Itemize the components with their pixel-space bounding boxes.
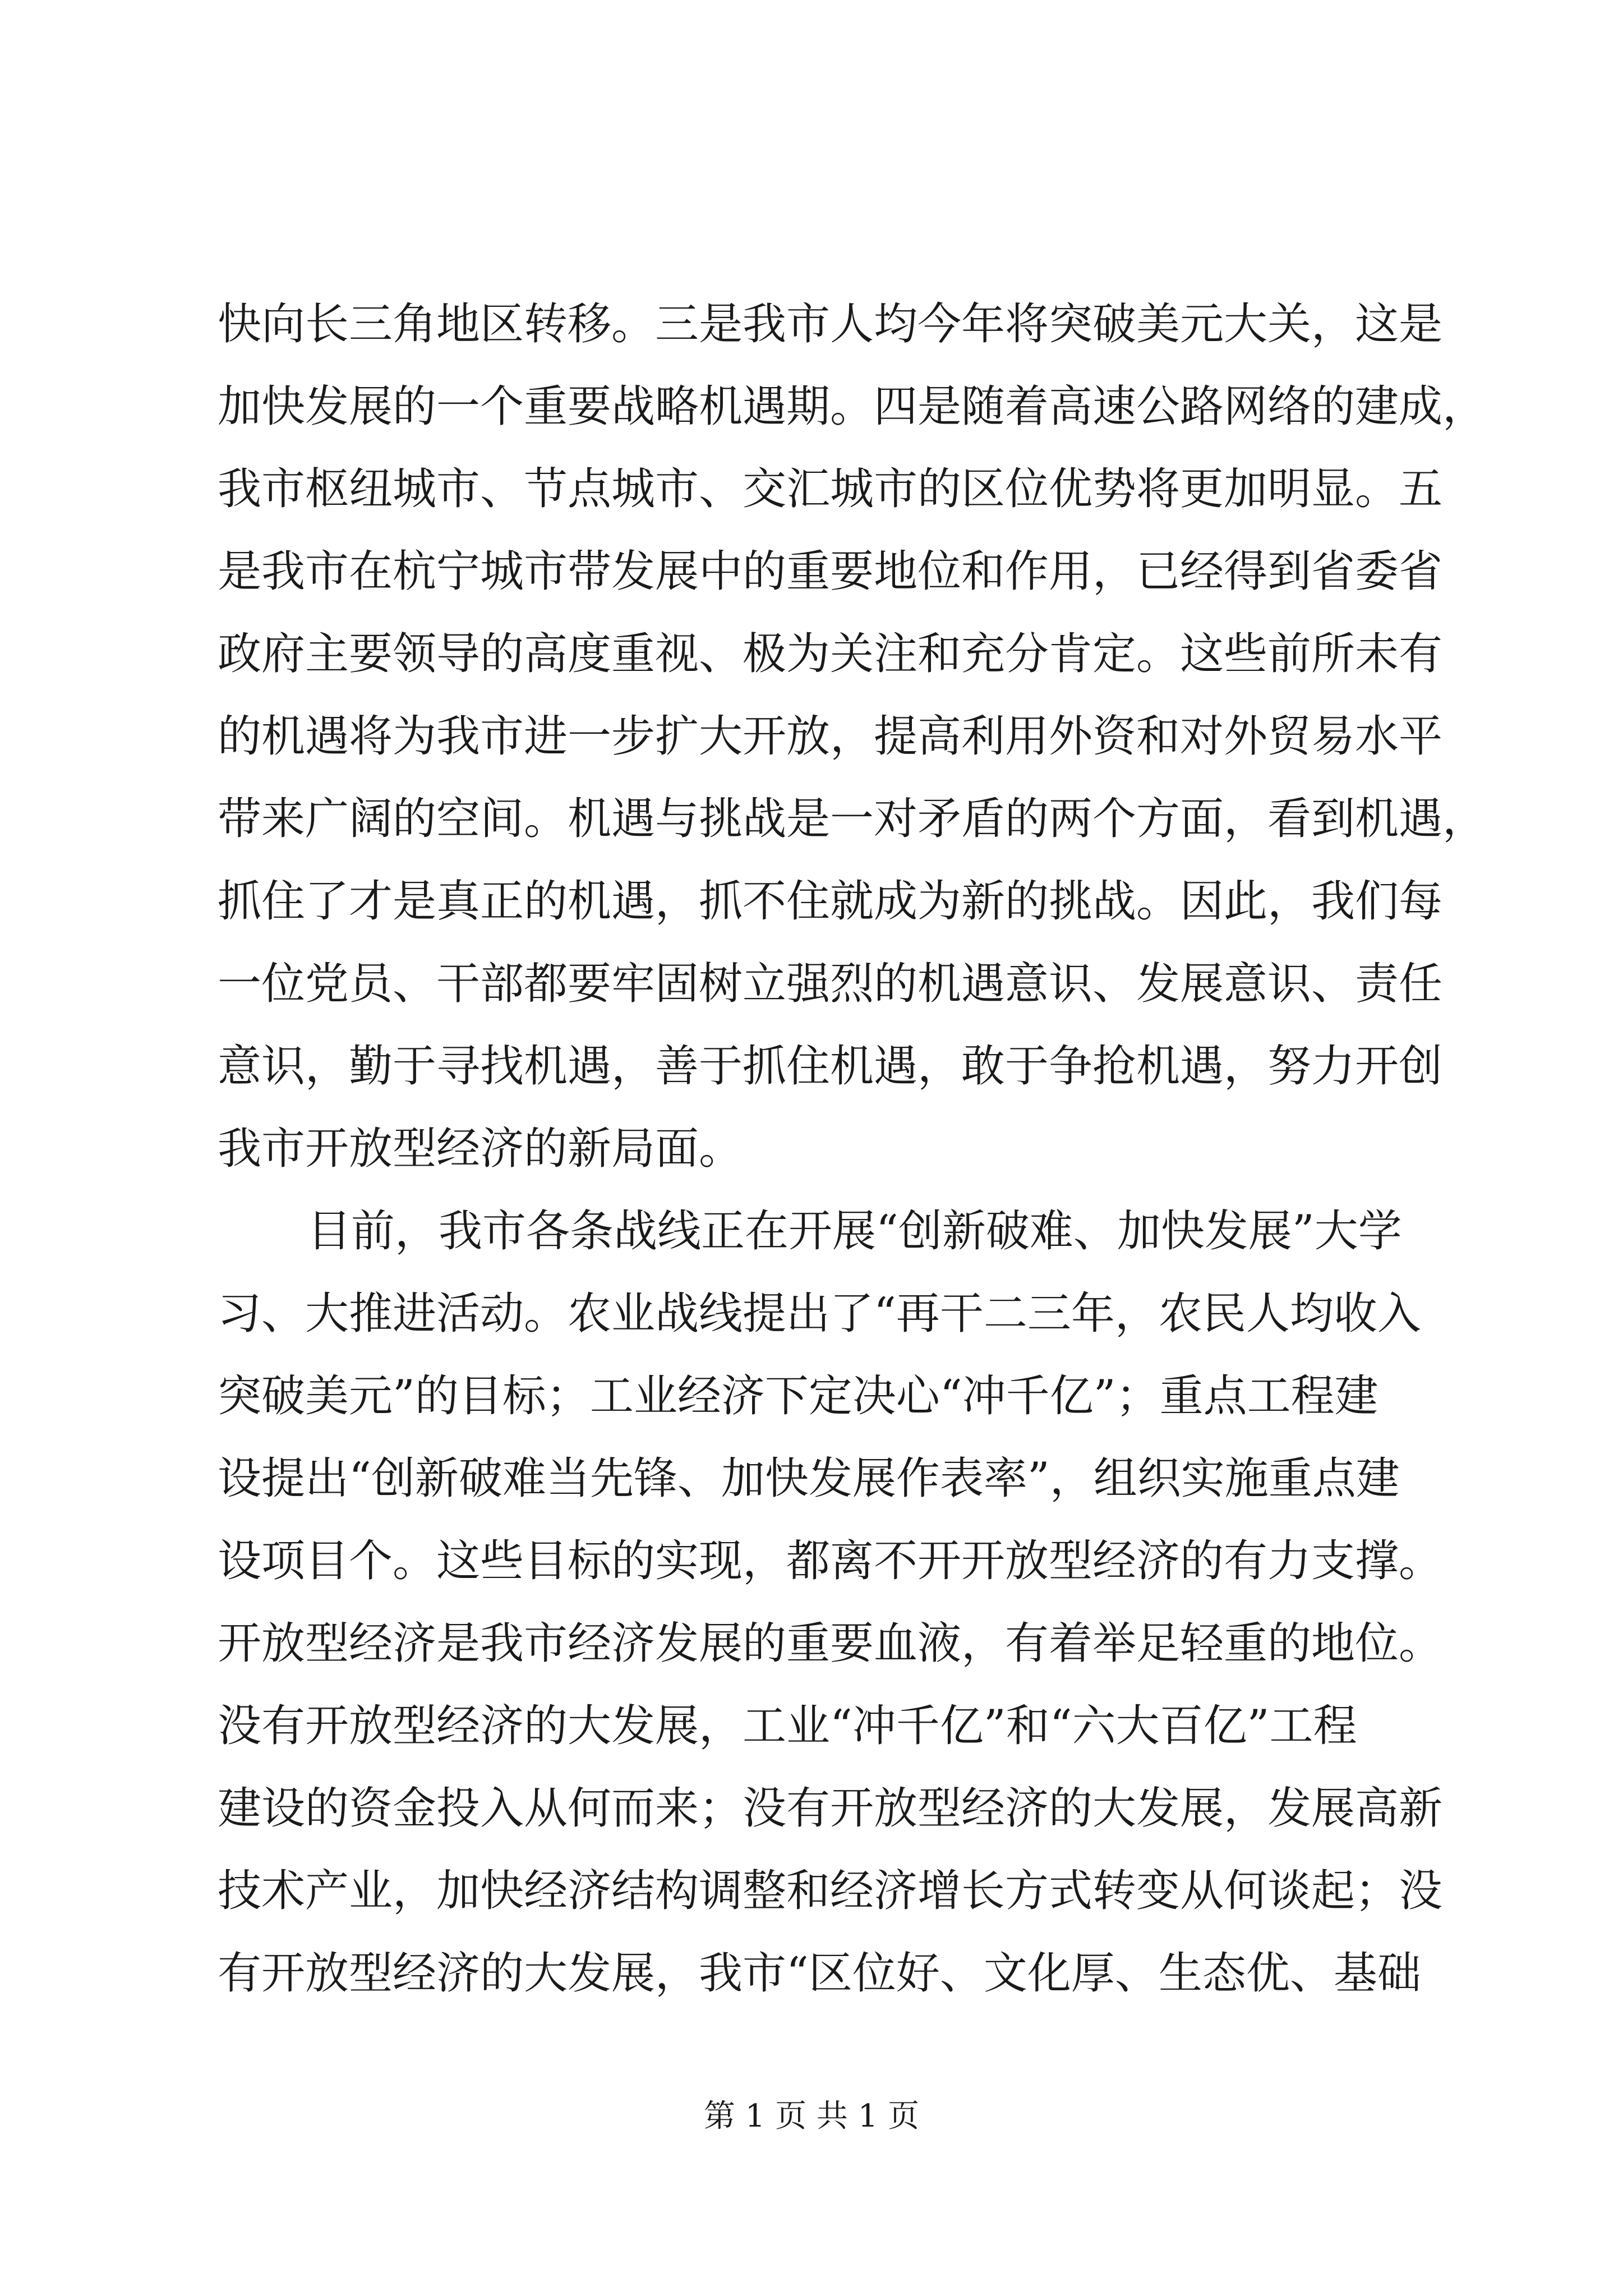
paragraph-line: 抓住了才是真正的机遇，抓不住就成为新的挑战。因此，我们每 (218, 876, 1443, 927)
paragraph-line: 政府主要领导的高度重视、极为关注和充分肯定。这些前所未有 (218, 629, 1443, 679)
paragraph-line: 快向长三角地区转移。三是我市人均今年将突破美元大关，这是 (218, 299, 1443, 349)
paragraph-line: 设提出“创新破难当先锋、加快发展作表率”，组织实施重点建 (218, 1453, 1400, 1504)
page-number-label: 第 1 页 共 1 页 (703, 2098, 920, 2134)
paragraph-line: 的机遇将为我市进一步扩大开放，提高利用外资和对外贸易水平 (218, 711, 1443, 762)
paragraph-line: 技术产业，加快经济结构调整和经济增长方式转变从何谈起；没 (218, 1866, 1443, 1916)
paragraph-line: 开放型经济是我市经济发展的重要血液，有着举足轻重的地位。 (218, 1618, 1443, 1669)
paragraph-line: 带来广阔的空间。机遇与挑战是一对矛盾的两个方面，看到机遇， (218, 794, 1487, 844)
paragraph-line: 是我市在杭宁城市带发展中的重要地位和作用，已经得到省委省 (218, 546, 1443, 597)
paragraph-line: 我市枢纽城市、节点城市、交汇城市的区位优势将更加明显。五 (218, 464, 1443, 514)
paragraph-line: 加快发展的一个重要战略机遇期。四是随着高速公路网络的建成， (218, 381, 1487, 432)
page-footer (0, 2097, 1623, 2136)
paragraph-line: 目前，我市各条战线正在开展“创新破难、加快发展”大学 (307, 1206, 1402, 1257)
paragraph-line: 习、大推进活动。农业战线提出了“再干二三年，农民人均收入 (218, 1289, 1421, 1339)
paragraph-line: 我市开放型经济的新局面。 (218, 1124, 743, 1174)
paragraph-line: 没有开放型经济的大发展，工业“冲千亿”和“六大百亿”工程 (218, 1701, 1357, 1751)
document-body (218, 283, 1487, 2015)
paragraph-line: 建设的资金投入从何而来；没有开放型经济的大发展，发展高新 (218, 1783, 1443, 1834)
paragraph-line: 设项目个。这些目标的实现，都离不开开放型经济的有力支撑。 (218, 1536, 1443, 1586)
paragraph-line: 意识，勤于寻找机遇，善于抓住机遇，敢于争抢机遇，努力开创 (218, 1041, 1443, 1092)
paragraph-line: 突破美元”的目标；工业经济下定决心“冲千亿”；重点工程建 (218, 1371, 1378, 1421)
paragraph-line: 有开放型经济的大发展，我市“区位好、文化厚、生态优、基础 (218, 1948, 1421, 1999)
paragraph-line: 一位党员、干部都要牢固树立强烈的机遇意识、发展意识、责任 (218, 959, 1443, 1009)
